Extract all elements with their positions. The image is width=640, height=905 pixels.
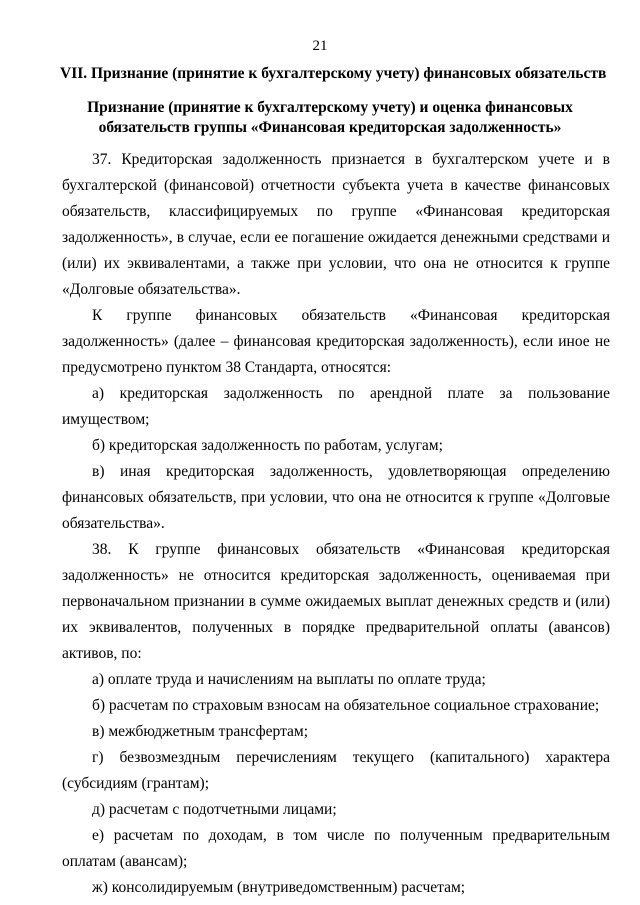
list-item-e-income: е) расчетам по доходам, в том числе по полученным предварительным оплатам (авансам); bbox=[62, 827, 610, 870]
list-item-b-works: б) кредиторская задолженность по работам, услугам; bbox=[92, 437, 443, 454]
section-subtitle-line-1: Признание (принятие к бухгалтерскому учету) и оценка финансовых bbox=[87, 99, 573, 116]
paragraph-37: 37. Кредиторская задолженность признается в бухгалтерском учете и в бухгалтерской (финансовой) отчетности субъекта учета в качестве финансовых обязательств, классифицируемых по группе «Финансовая кредиторская задолженность», в случае, если ее погашение ожидается денежными средствами и (или) их эквивалентами, а также при условии, что она не относится к группе «Долговые обязательства». bbox=[62, 151, 610, 298]
list-item-v-other: в) иная кредиторская задолженность, удовлетворяющая определению финансовых обязательств, при условии, что она не относится к группе «Долговые обязательства». bbox=[62, 463, 610, 532]
list-item-zh-consolidated: ж) консолидируемым (внутриведомственным) расчетам; bbox=[92, 879, 466, 896]
section-title: VII. Признание (принятие к бухгалтерскому учету) финансовых обязательств bbox=[60, 65, 607, 82]
section-subtitle-line-2: обязательств группы «Финансовая кредиторская задолженность» bbox=[98, 119, 562, 136]
list-item-d-accountable: д) расчетам с подотчетными лицами; bbox=[92, 801, 337, 818]
section-subtitle bbox=[60, 98, 600, 138]
paragraph-group-intro: К группе финансовых обязательств «Финансовая кредиторская задолженность» (далее – финансовая кредиторская задолженность), если иное не предусмотрено пунктом 38 Стандарта, относятся: bbox=[62, 307, 610, 376]
body-text bbox=[62, 147, 610, 901]
list-item-a-salary: а) оплате труда и начислениям на выплаты по оплате труда; bbox=[92, 671, 486, 688]
page-number: 21 bbox=[312, 38, 328, 54]
list-item-b-insurance: б) расчетам по страховым взносам на обязательное социальное страхование; bbox=[92, 697, 600, 714]
list-item-g-grants: г) безвозмездным перечислениям текущего (капитального) характера (субсидиям (грантам); bbox=[62, 749, 610, 792]
paragraph-38: 38. К группе финансовых обязательств «Финансовая кредиторская задолженность» не относится кредиторская задолженность, оцениваемая при первоначальном признании в сумме ожидаемых выплат денежных средств и (или) их эквивалентов, полученных в порядке предварительной оплаты (авансов) активов, по: bbox=[62, 541, 610, 662]
list-item-v-transfers: в) межбюджетным трансфертам; bbox=[92, 723, 309, 740]
list-item-a-rent: а) кредиторская задолженность по арендной плате за пользование имуществом; bbox=[62, 385, 610, 428]
